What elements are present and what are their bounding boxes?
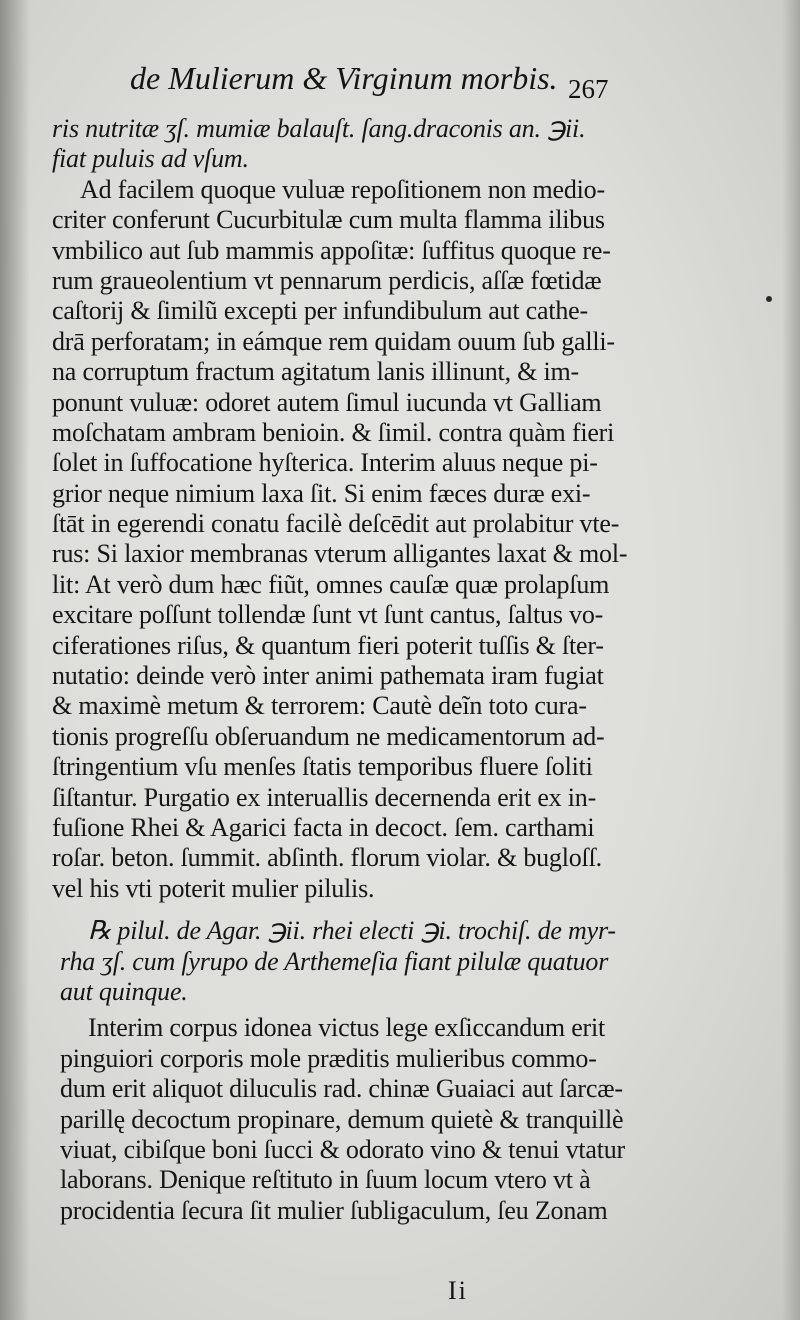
- text-line: caſtorij & ſimilũ excepti per infundibulum aut cathe-: [52, 296, 588, 326]
- page-header: [0, 60, 800, 110]
- text-line: Ad facilem quoque vuluæ repoſitionem non medio-: [80, 174, 605, 204]
- paper-blemish: [766, 296, 772, 302]
- text-line: procidentia ſecura ſit mulier ſubligaculum, ſeu Zonam: [60, 1195, 608, 1225]
- text-line: grior neque nimium laxa ſit. Si enim fæces duræ exi-: [52, 478, 591, 508]
- text-line: fiat puluis ad vſum.: [52, 144, 249, 174]
- recipe-line: rha ʒſ. cum ſyrupo de Arthemeſia fiant pilulæ quatuor: [60, 946, 609, 976]
- recipe-line: aut quinque.: [60, 976, 188, 1006]
- text-line: tionis progreſſu obſeruandum ne medicamentorum ad-: [52, 721, 605, 751]
- text-line: pinguiori corporis mole præditis mulieribus commo-: [60, 1043, 597, 1073]
- text-line: rum graueolentium vt pennarum perdicis, aſſæ fœtidæ: [52, 265, 602, 295]
- text-line: moſchatam ambram benioin. & ſimil. contra quàm fieri: [52, 417, 615, 447]
- page-gutter-shadow: [0, 0, 30, 1320]
- text-line: ſtringentium vſu menſes ſtatis temporibus fluere ſoliti: [52, 752, 593, 782]
- text-line: roſar. beton. ſummit. abſinth. florum violar. & bugloſſ.: [52, 843, 602, 873]
- text-line: parillę decoctum propinare, demum quietè & tranquillè: [60, 1104, 624, 1134]
- text-line: & maximè metum & terrorem: Cautè deĩn toto cura-: [52, 691, 587, 721]
- main-text: [52, 114, 662, 1226]
- text-line: vel his vti poterit mulier pilulis.: [52, 873, 375, 903]
- text-line: ciferationes riſus, & quantum fieri poterit tuſſis & ſter-: [52, 630, 604, 660]
- text-line: ris nutritæ ʒſ. mumiæ balauſt. ſang.draconis an. ℈ii.: [52, 114, 586, 143]
- text-line: ſiſtantur. Purgatio ex interuallis decernenda erit ex in-: [52, 782, 597, 812]
- text-line: nutatio: deinde verò inter animi pathemata iram fugiat: [52, 661, 604, 691]
- text-line: ſolet in ſuffocatione hyſterica. Interim aluus neque pi-: [52, 448, 598, 478]
- text-line: drā perforatam; in eámque rem quidam ouum ſub galli-: [52, 326, 615, 356]
- running-title: de Mulierum & Virginum morbis.: [130, 60, 558, 96]
- text-line: ſtāt in egerendi conatu facilè deſcēdit aut prolabitur vte-: [52, 509, 620, 539]
- signature-mark: Ii: [448, 1276, 468, 1305]
- text-line: fuſione Rhei & Agarici facta in decoct. ſem. carthami: [52, 812, 595, 842]
- page-edge-shadow: [782, 0, 800, 1320]
- text-line: Interim corpus idonea victus lege exſiccandum erit: [88, 1013, 606, 1043]
- text-line: criter conferunt Cucurbitulæ cum multa flamma ilibus: [52, 205, 605, 235]
- text-line: rus: Si laxior membranas vterum alligantes laxat & mol-: [52, 539, 628, 569]
- text-line: excitare poſſunt tollendæ ſunt vt ſunt cantus, ſaltus vo-: [52, 600, 604, 630]
- text-line: lit: At verò dum hæc fiũt, omnes cauſæ quæ prolapſum: [52, 569, 610, 599]
- text-line: ponunt vuluæ: odoret autem ſimul iucunda vt Galliam: [52, 387, 602, 417]
- text-line: dum erit aliquot diluculis rad. chinæ Guaiaci aut ſarcæ-: [60, 1074, 623, 1104]
- text-line: viuat, cibiſque boni ſucci & odorato vino & tenui vtatur: [60, 1134, 626, 1164]
- text-line: laborans. Denique reſtituto in ſuum locum vtero vt à: [60, 1165, 591, 1195]
- text-line: na corruptum fractum agitatum lanis illinunt, & im-: [52, 357, 580, 387]
- recipe-line: ℞ pilul. de Agar. ℈ii. rhei electi ℈i. trochiſ. de myr-: [88, 916, 616, 946]
- page-number: 267: [568, 74, 609, 104]
- text-line: vmbilico aut ſub mammis appoſitæ: ſuffitus quoque re-: [52, 235, 611, 265]
